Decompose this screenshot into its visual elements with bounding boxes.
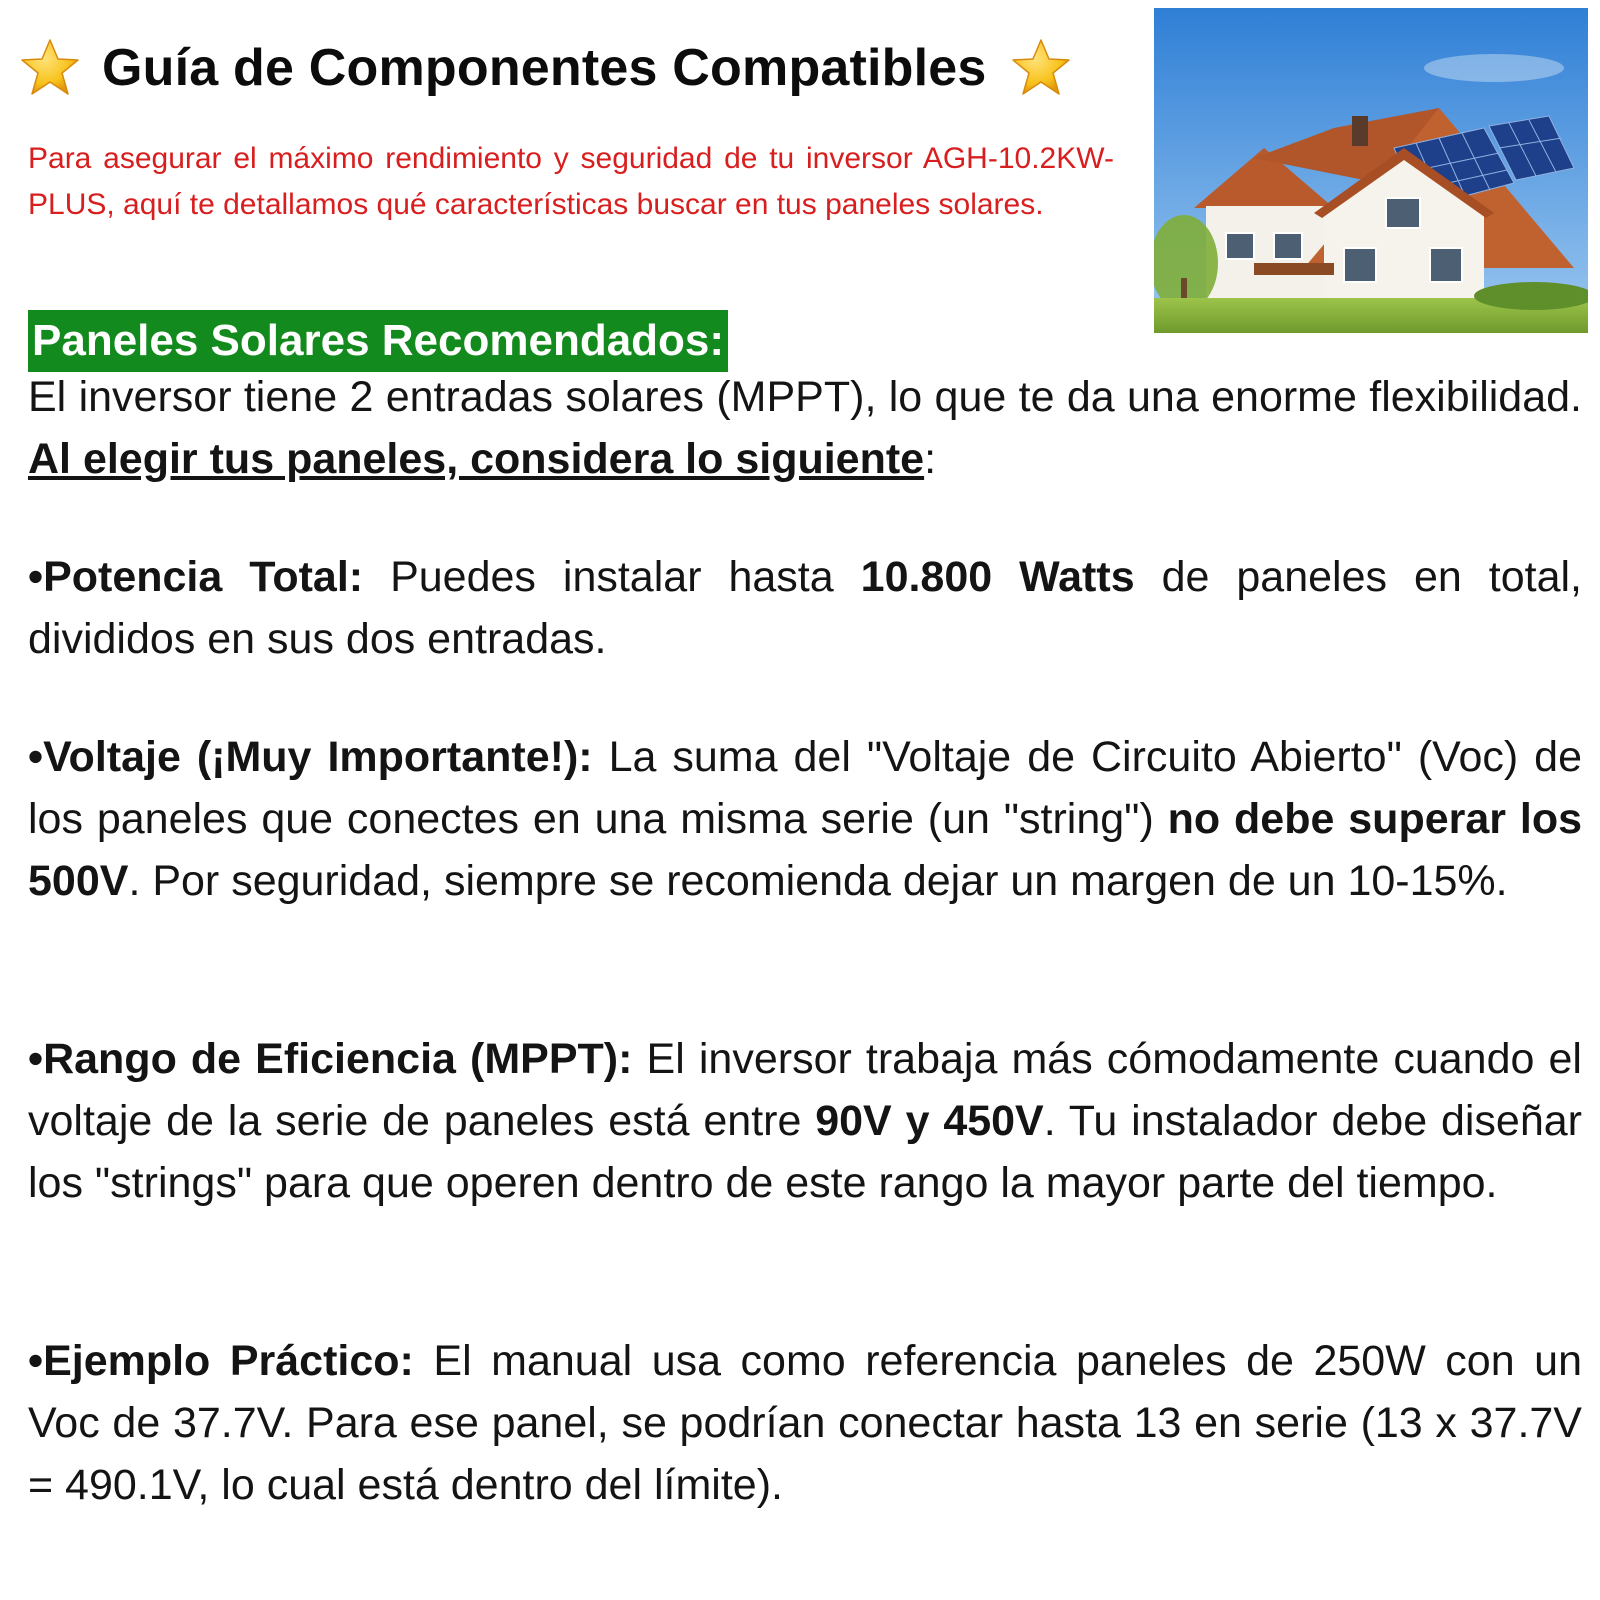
bullet-label: Rango de Eficiencia (MPPT):: [43, 1035, 633, 1083]
lead-end: :: [924, 435, 937, 483]
bullet-label: Potencia Total:: [43, 553, 364, 601]
bullet-rango: [28, 1028, 1582, 1214]
lead-emphasis: Al elegir tus paneles, considera lo siguiente: [28, 435, 925, 483]
bullet-text: La suma del "Voltaje de Circuito Abierto" (Voc) de los paneles que conectes en una misma serie (un "string"): [28, 733, 1582, 843]
bullet-text: . Tu instalador debe diseñar los "strings" para que operen dentro de este rango la mayor parte del tiempo.: [28, 1097, 1582, 1207]
bullet-highlight: 10.800 Watts: [860, 553, 1135, 601]
bullet-voltaje: [28, 726, 1582, 912]
title-row: [18, 28, 1128, 108]
house-solar-image: [1154, 8, 1588, 333]
bullet-marker: •: [28, 1337, 44, 1385]
bullet-marker: •: [28, 733, 44, 781]
lead-plain: El inversor tiene 2 entradas solares (MPPT), lo que te da una enorme flexibilidad.: [28, 373, 1582, 421]
intro-text: Para asegurar el máximo rendimiento y seguridad de tu inversor AGH-10.2KW-PLUS, aquí te detallamos qué características buscar en tus paneles solares.: [28, 142, 1114, 221]
star-icon: [18, 36, 82, 100]
star-icon: [1009, 36, 1073, 100]
bullet-text: de paneles en total, divididos en sus dos entradas.: [28, 553, 1583, 663]
bullet-label: Voltaje (¡Muy Importante!):: [43, 733, 593, 781]
bullet-text: . Por seguridad, siempre se recomienda dejar un margen de un 10-15%.: [128, 857, 1508, 905]
bullet-highlight: no debe superar los 500V: [28, 795, 1583, 905]
bullet-ejemplo: [28, 1330, 1582, 1516]
lead-paragraph: [28, 366, 1582, 490]
bullet-text: Puedes instalar hasta: [363, 553, 861, 601]
page-title: Guía de Componentes Compatibles: [102, 39, 987, 97]
bullet-text: El inversor trabaja más cómodamente cuando el voltaje de la serie de paneles está entre: [28, 1035, 1582, 1145]
bullet-marker: •: [28, 553, 44, 601]
section-heading: Paneles Solares Recomendados:: [28, 310, 728, 372]
bullet-marker: •: [28, 1035, 44, 1083]
bullet-potencia: [28, 546, 1582, 670]
bullet-text: El manual usa como referencia paneles de 250W con un Voc de 37.7V. Para ese panel, se podrían conectar hasta 13 en serie (13 x 37.7V = 490.1V, lo cual está dentro del límite).: [28, 1337, 1582, 1509]
bullet-label: Ejemplo Práctico:: [43, 1337, 414, 1385]
bullet-highlight: 90V y 450V: [815, 1097, 1044, 1145]
